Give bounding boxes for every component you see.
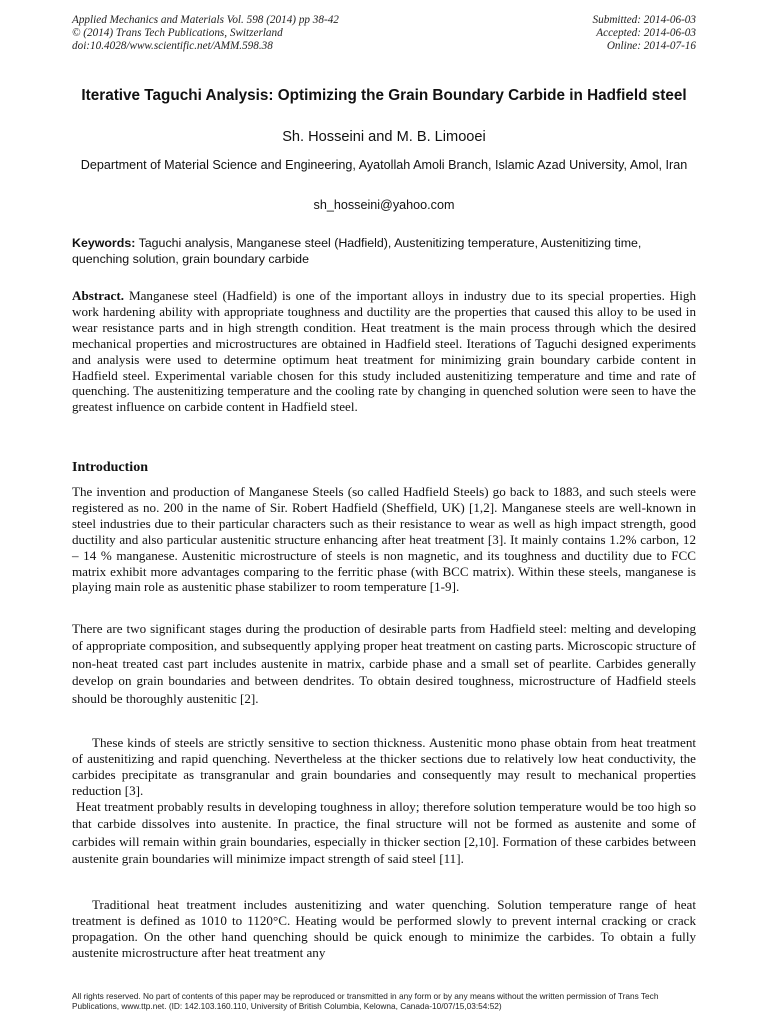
doi-link[interactable]: doi:10.4028/www.scientific.net/AMM.598.38 (72, 40, 273, 52)
keywords-label: Keywords: (72, 236, 136, 250)
journal-header (72, 14, 339, 53)
paper-authors: Sh. Hosseini and M. B. Limooei (282, 129, 486, 145)
paper-title: Iterative Taguchi Analysis: Optimizing the Grain Boundary Carbide in Hadfield steel (81, 87, 687, 104)
copyright-line: © (2014) Trans Tech Publications, Switzerland (72, 27, 283, 39)
copyright-footer: All rights reserved. No part of contents of this paper may be reproduced or transmitted in any form or by any means without the written permission of Trans Tech Publications, www.ttp.net. (ID: 142.103.160.110, University of British Columbia, Kelowna, Canada-10/07/15,03:54:52) (72, 991, 659, 1011)
intro-paragraph-2: There are two significant stages during the production of desirable parts from Hadfield steel: melting and developing of appropriate composition, and subsequently applying proper heat treatment on casting parts. Microscopic structure of non-heat treated cast part includes austenite in matrix, carbide phase and a small set of pearlite. Carbides generally develop on grain boundaries and between dendrites. To obtain desired toughness, microstructure of Hadfield steels should be thoroughly austenitic [2]. (72, 621, 696, 706)
keywords-text: Taguchi analysis, Manganese steel (Hadfield), Austenitizing temperature, Austenitizing time, quenching solution, grain boundary carbide (72, 236, 642, 266)
intro-paragraph-5: Traditional heat treatment includes austenitizing and water quenching. Solution temperature range of heat treatment is defined as 1010 to 1120°C. Heating would be performed slowly to prevent internal cracking or crack propagation. On the other hand quenching should be quick enough to minimize the carbides. To obtain a fully austenite microstructure after heat treatment any (72, 897, 696, 960)
keywords-block (72, 235, 696, 267)
accepted-date: Accepted: 2014-06-03 (596, 27, 696, 39)
submitted-date: Submitted: 2014-06-03 (592, 14, 696, 26)
author-email[interactable]: sh_hosseini@yahoo.com (313, 198, 455, 212)
section-heading-introduction: Introduction (72, 460, 148, 475)
journal-citation: Applied Mechanics and Materials Vol. 598 (2014) pp 38-42 (72, 14, 339, 26)
intro-paragraph-1: The invention and production of Manganese Steels (so called Hadfield Steels) go back to 1883, and such steels were registered as no. 200 in the name of Sir. Robert Hadfield (Sheffield, UK) [1,2]. Manganese steels are well-known in steel industries due to their particular characters such as their resistance to wear as well as high impact strength, good ductility and also particular austenitic structure enhancing after heat treatment [3]. It mainly contains 1.2% carbon, 12 – 14 % manganese. Austenitic microstructure of steels is non magnetic, and its toughness and ductility due to FCC matrix exhibit more advantages comparing to the ferritic phase (with BCC matrix). Within these steels, manganese is playing main role as austenitic phase stabilizer to room temperature [1-9]. (72, 484, 696, 595)
author-affiliation: Department of Material Science and Engineering, Ayatollah Amoli Branch, Islamic Azad University, Amol, Iran (80, 158, 688, 172)
abstract-text: Manganese steel (Hadfield) is one of the important alloys in industry due to its special properties. High work hardening ability with appropriate toughness and ductility are the properties that caused this alloy to be used in wear resistance parts and in high strength condition. Heat treatment is the main process through which the desired mechanical properties and microstructures are obtained in Hadfield steel. Iterations of Taguchi designed experiments and analysis were used to determine optimum heat treatment for minimizing grain boundary carbide content in Hadfield steel. Experimental variable chosen for this study included austenitizing temperature and time and rate of quenching. The austenitizing temperature and the cooling rate by changing in quenched solution were seen to have the greatest influence on carbide content in Hadfield steel. (72, 288, 696, 415)
dates-header (593, 14, 696, 53)
intro-paragraph-4: Heat treatment probably results in developing toughness in alloy; therefore solution temperature would be too high so that carbide dissolves into austenite. In practice, the final structure will not be formed as austenite and some of carbides will remain within grain boundaries, especially in thicker section [2,10]. Formation of these carbides between austenite grain boundaries will minimize impact strength of said steel [11]. (72, 799, 696, 867)
intro-paragraph-3: These kinds of steels are strictly sensitive to section thickness. Austenitic mono phase obtain from heat treatment of austenitizing and rapid quenching. Nevertheless at the thicker sections due to relatively low heat conductivity, the carbides precipitate as transgranular and grain boundaries and consequently may result to mechanical properties reduction [3]. (72, 735, 696, 798)
abstract-label: Abstract. (72, 288, 124, 303)
online-date: Online: 2014-07-16 (606, 40, 696, 52)
abstract-block (72, 288, 696, 415)
